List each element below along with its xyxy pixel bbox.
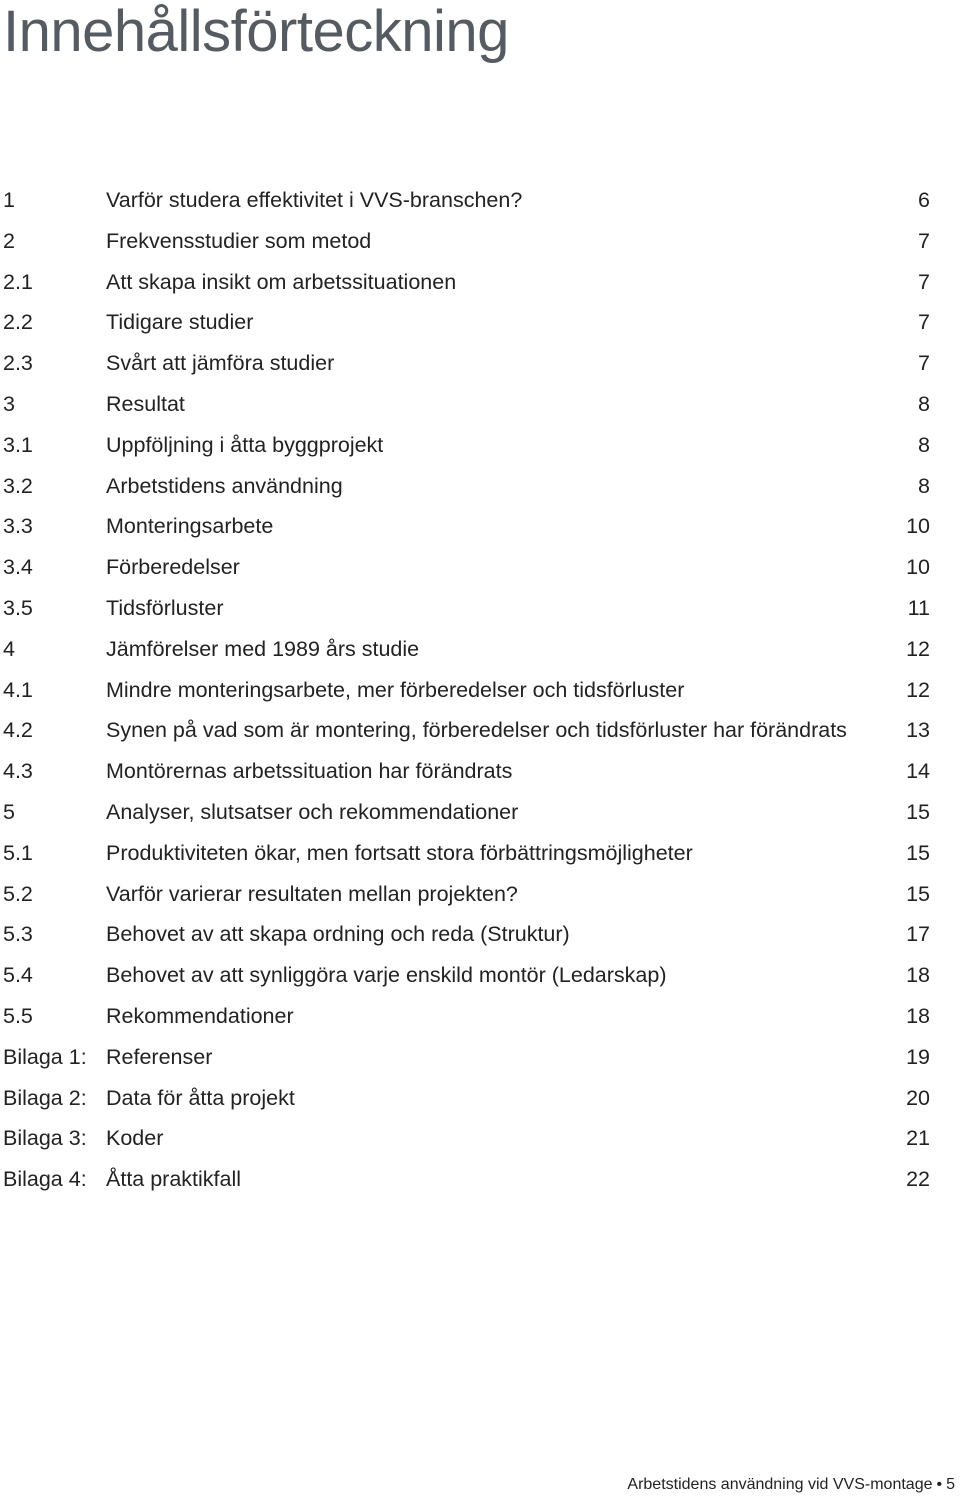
toc-entry-title: Uppföljning i åtta byggprojekt bbox=[106, 432, 384, 457]
toc-entry-number: Bilaga 1: bbox=[3, 1044, 87, 1069]
toc-entry[interactable] bbox=[0, 955, 960, 996]
toc-entry-page-number: 13 bbox=[906, 718, 930, 743]
toc-entry[interactable] bbox=[0, 466, 960, 507]
toc-entry-number: 2.1 bbox=[3, 269, 33, 294]
toc-entry[interactable] bbox=[0, 1118, 960, 1159]
table-of-contents bbox=[0, 180, 960, 1200]
toc-entry-title: Data för åtta projekt bbox=[106, 1085, 295, 1110]
footer-document-title: Arbetstidens användning vid VVS-montage bbox=[627, 1476, 933, 1493]
toc-entry-title: Åtta praktikfall bbox=[106, 1167, 242, 1192]
toc-entry-number: 3.1 bbox=[3, 432, 33, 457]
toc-entry-page-number: 6 bbox=[918, 188, 930, 212]
toc-entry-title: Svårt att jämföra studier bbox=[106, 351, 335, 376]
toc-entry-number: 5.4 bbox=[3, 963, 33, 988]
toc-entry-page-number: 8 bbox=[918, 391, 930, 416]
toc-entry-title: Synen på vad som är montering, förberedelser och tidsförluster har förändrats bbox=[106, 718, 847, 743]
toc-entry[interactable] bbox=[0, 792, 960, 833]
toc-entry[interactable] bbox=[0, 221, 960, 262]
toc-entry-page-number: 8 bbox=[918, 432, 930, 457]
toc-entry-title: Arbetstidens användning bbox=[106, 473, 343, 498]
toc-entry[interactable] bbox=[0, 384, 960, 425]
toc-entry[interactable] bbox=[0, 262, 960, 303]
toc-entry-page-number: 21 bbox=[906, 1126, 930, 1151]
page-footer bbox=[627, 1474, 955, 1496]
toc-entry-page-number: 15 bbox=[906, 881, 930, 906]
toc-entry-number: 2 bbox=[3, 228, 15, 253]
toc-entry-title: Förberedelser bbox=[106, 555, 240, 580]
toc-entry-title: Jämförelser med 1989 års studie bbox=[106, 636, 420, 661]
toc-entry-title: Varför varierar resultaten mellan projekten? bbox=[106, 881, 518, 906]
toc-entry-number: 2.2 bbox=[3, 310, 33, 335]
toc-entry-page-number: 18 bbox=[906, 963, 930, 988]
toc-entry-title: Mindre monteringsarbete, mer förberedelser och tidsförluster bbox=[106, 677, 685, 702]
toc-entry-number: 2.3 bbox=[3, 351, 33, 376]
toc-entry-page-number: 7 bbox=[918, 310, 930, 335]
toc-entry-title: Tidigare studier bbox=[106, 310, 254, 335]
toc-entry-title: Referenser bbox=[106, 1044, 213, 1069]
toc-entry[interactable] bbox=[0, 180, 960, 221]
toc-entry-number: 5.3 bbox=[3, 922, 33, 947]
toc-entry-page-number: 12 bbox=[906, 677, 930, 702]
toc-entry[interactable] bbox=[0, 670, 960, 711]
toc-entry-title: Behovet av att skapa ordning och reda (Struktur) bbox=[106, 922, 570, 947]
toc-entry-title: Produktiviteten ökar, men fortsatt stora förbättringsmöjligheter bbox=[106, 840, 693, 865]
toc-entry-number: 3.5 bbox=[3, 595, 33, 620]
toc-entry-page-number: 17 bbox=[906, 922, 930, 947]
toc-entry-page-number: 11 bbox=[907, 595, 930, 620]
toc-entry-title: Koder bbox=[106, 1126, 164, 1151]
toc-entry-number: Bilaga 2: bbox=[3, 1085, 87, 1110]
toc-entry-number: Bilaga 4: bbox=[3, 1167, 87, 1192]
toc-entry[interactable] bbox=[0, 425, 960, 466]
toc-entry-number: 4.3 bbox=[3, 759, 33, 784]
toc-entry[interactable] bbox=[0, 343, 960, 384]
toc-entry[interactable] bbox=[0, 506, 960, 547]
toc-entry-title: Analyser, slutsatser och rekommendationer bbox=[106, 799, 519, 824]
toc-entry-number: 4.2 bbox=[3, 718, 33, 743]
toc-entry-title: Resultat bbox=[106, 391, 185, 416]
toc-entry-number: 5 bbox=[3, 799, 15, 824]
toc-entry[interactable] bbox=[0, 833, 960, 874]
toc-entry[interactable] bbox=[0, 588, 960, 629]
footer-page-number: 5 bbox=[946, 1476, 955, 1493]
toc-entry-page-number: 10 bbox=[906, 514, 930, 539]
toc-entry-number: 3.2 bbox=[3, 473, 33, 498]
toc-entry-title: Varför studera effektivitet i VVS-branschen? bbox=[106, 188, 523, 212]
toc-entry-page-number: 15 bbox=[906, 799, 930, 824]
toc-entry-number: 5.5 bbox=[3, 1003, 33, 1028]
footer-bullet: • bbox=[936, 1476, 943, 1493]
toc-entry-page-number: 10 bbox=[906, 555, 930, 580]
toc-entry-number: 5.1 bbox=[3, 840, 33, 865]
toc-entry-number: 3 bbox=[3, 391, 15, 416]
toc-entry-number: 3.4 bbox=[3, 555, 33, 580]
toc-entry-page-number: 15 bbox=[906, 840, 930, 865]
toc-entry-page-number: 20 bbox=[906, 1085, 930, 1110]
toc-entry[interactable] bbox=[0, 914, 960, 955]
toc-entry-page-number: 8 bbox=[918, 473, 930, 498]
toc-entry[interactable] bbox=[0, 1037, 960, 1078]
toc-entry[interactable] bbox=[0, 1159, 960, 1200]
toc-entry-page-number: 7 bbox=[918, 269, 930, 294]
toc-entry[interactable] bbox=[0, 629, 960, 670]
toc-entry[interactable] bbox=[0, 1078, 960, 1119]
toc-entry-title: Rekommendationer bbox=[106, 1003, 294, 1028]
toc-entry-number: Bilaga 3: bbox=[3, 1126, 87, 1151]
toc-entry-title: Montörernas arbetssituation har förändrats bbox=[106, 759, 513, 784]
toc-entry-number: 1 bbox=[3, 188, 15, 212]
toc-entry-title: Monteringsarbete bbox=[106, 514, 274, 539]
toc-entry-page-number: 7 bbox=[918, 351, 930, 376]
toc-entry-title: Tidsförluster bbox=[106, 595, 224, 620]
toc-entry[interactable] bbox=[0, 751, 960, 792]
toc-entry-title: Behovet av att synliggöra varje enskild montör (Ledarskap) bbox=[106, 963, 667, 988]
toc-entry-page-number: 18 bbox=[906, 1003, 930, 1028]
toc-entry[interactable] bbox=[0, 710, 960, 751]
toc-entry-page-number: 7 bbox=[918, 228, 930, 253]
toc-entry[interactable] bbox=[0, 874, 960, 915]
toc-entry[interactable] bbox=[0, 302, 960, 343]
toc-entry-number: 4 bbox=[3, 636, 15, 661]
toc-entry-page-number: 22 bbox=[906, 1167, 930, 1192]
toc-entry[interactable] bbox=[0, 996, 960, 1037]
toc-entry-number: 3.3 bbox=[3, 514, 33, 539]
page-title: Innehållsförteckning bbox=[3, 0, 509, 64]
toc-entry-title: Att skapa insikt om arbetssituationen bbox=[106, 269, 457, 294]
toc-entry-title: Frekvensstudier som metod bbox=[106, 228, 372, 253]
toc-entry-page-number: 19 bbox=[906, 1044, 930, 1069]
toc-entry-page-number: 12 bbox=[906, 636, 930, 661]
toc-entry-page-number: 14 bbox=[906, 759, 930, 784]
toc-entry-number: 4.1 bbox=[3, 677, 33, 702]
toc-entry-number: 5.2 bbox=[3, 881, 33, 906]
toc-entry[interactable] bbox=[0, 547, 960, 588]
